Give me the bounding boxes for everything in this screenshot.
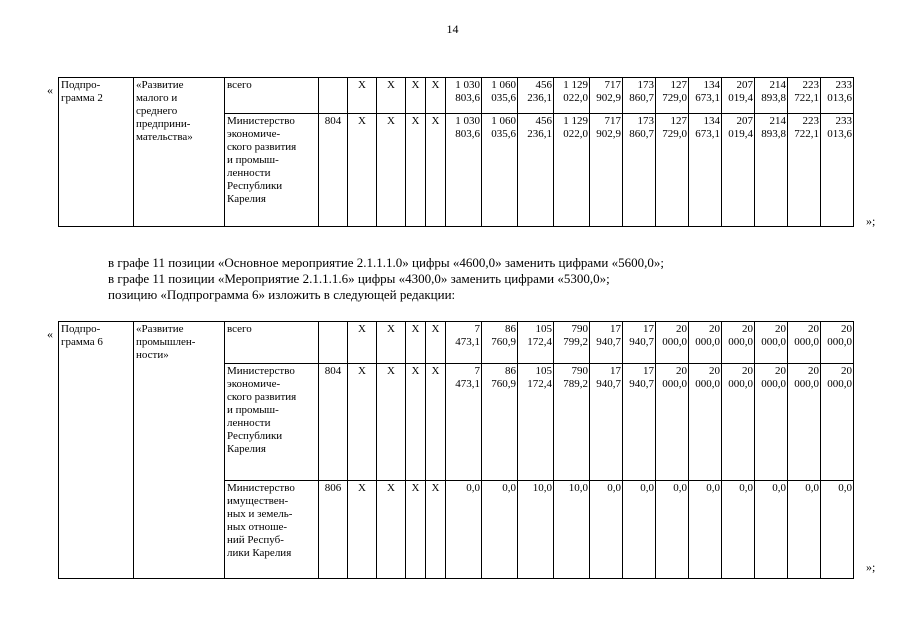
value-cell: 20 000,0 (821, 322, 854, 364)
value-cell: 20 000,0 (656, 364, 689, 481)
x-cell: Х (377, 322, 406, 364)
x-cell: Х (377, 114, 406, 227)
value-cell: 20 000,0 (788, 322, 821, 364)
value-cell: 134 673,1 (689, 114, 722, 227)
value-cell: 20 000,0 (755, 322, 788, 364)
value-cell: 17 940,7 (590, 364, 623, 481)
value-cell: 0,0 (788, 481, 821, 579)
value-cell: 20 000,0 (788, 364, 821, 481)
value-cell: 0,0 (755, 481, 788, 579)
value-cell: 7 473,1 (446, 322, 482, 364)
row-label-cell: Министерство экономиче- ского развития и промыш- ленности Республики Карелия (225, 114, 319, 227)
x-cell: Х (406, 322, 426, 364)
x-cell: Х (426, 322, 446, 364)
subprogram-title-cell: «Развитие малого и среднего предприни- мательства» (134, 78, 225, 227)
closing-quote: »; (866, 560, 876, 574)
value-cell: 207 019,4 (722, 78, 755, 114)
code-cell (319, 78, 348, 114)
paragraph: в графе 11 позиции «Основное мероприятие 2.1.1.1.0» цифры «4600,0» заменить цифрами «5600,0»; (108, 255, 664, 270)
x-cell: Х (377, 78, 406, 114)
value-cell: 20 000,0 (689, 364, 722, 481)
value-cell: 173 860,7 (623, 78, 656, 114)
value-cell: 0,0 (722, 481, 755, 579)
page-number: 14 (446, 22, 459, 36)
x-cell: Х (406, 364, 426, 481)
x-cell: Х (348, 114, 377, 227)
x-cell: Х (426, 78, 446, 114)
value-cell: 17 940,7 (623, 364, 656, 481)
value-cell: 0,0 (623, 481, 656, 579)
value-cell: 1 030 803,6 (446, 114, 482, 227)
value-cell: 1 129 022,0 (554, 78, 590, 114)
value-cell: 790 789,2 (554, 364, 590, 481)
value-cell: 105 172,4 (518, 322, 554, 364)
x-cell: Х (377, 364, 406, 481)
value-cell: 10,0 (518, 481, 554, 579)
code-cell: 806 (319, 481, 348, 579)
value-cell: 20 000,0 (755, 364, 788, 481)
value-cell: 0,0 (821, 481, 854, 579)
subprogram-name-cell: Подпро- грамма 6 (59, 322, 134, 579)
x-cell: Х (406, 114, 426, 227)
x-cell: Х (426, 481, 446, 579)
value-cell: 0,0 (482, 481, 518, 579)
value-cell: 20 000,0 (689, 322, 722, 364)
code-cell: 804 (319, 364, 348, 481)
opening-quote: « (47, 327, 53, 341)
value-cell: 127 729,0 (656, 78, 689, 114)
value-cell: 456 236,1 (518, 114, 554, 227)
value-cell: 214 893,8 (755, 78, 788, 114)
value-cell: 1 030 803,6 (446, 78, 482, 114)
table-row (59, 78, 854, 114)
value-cell: 214 893,8 (755, 114, 788, 227)
x-cell: Х (348, 78, 377, 114)
subprogram-title-cell: «Развитие промышлен- ности» (134, 322, 225, 579)
value-cell: 0,0 (446, 481, 482, 579)
value-cell: 10,0 (554, 481, 590, 579)
value-cell: 233 013,6 (821, 114, 854, 227)
value-cell: 20 000,0 (821, 364, 854, 481)
code-cell: 804 (319, 114, 348, 227)
paragraph: позицию «Подпрограмма 6» изложить в следующей редакции: (108, 287, 456, 302)
value-cell: 105 172,4 (518, 364, 554, 481)
value-cell: 127 729,0 (656, 114, 689, 227)
value-cell: 20 000,0 (722, 364, 755, 481)
value-cell: 17 940,7 (590, 322, 623, 364)
row-label-cell: Министерство экономиче- ского развития и промыш- ленности Республики Карелия (225, 364, 319, 481)
value-cell: 0,0 (656, 481, 689, 579)
value-cell: 86 760,9 (482, 364, 518, 481)
code-cell (319, 322, 348, 364)
x-cell: Х (377, 481, 406, 579)
x-cell: Х (406, 481, 426, 579)
value-cell: 173 860,7 (623, 114, 656, 227)
value-cell: 790 799,2 (554, 322, 590, 364)
x-cell: Х (426, 114, 446, 227)
value-cell: 86 760,9 (482, 322, 518, 364)
table-row (59, 322, 854, 364)
value-cell: 7 473,1 (446, 364, 482, 481)
value-cell: 717 902,9 (590, 78, 623, 114)
value-cell: 1 129 022,0 (554, 114, 590, 227)
subprogram-6-table (58, 321, 854, 579)
value-cell: 233 013,6 (821, 78, 854, 114)
x-cell: Х (426, 364, 446, 481)
x-cell: Х (348, 322, 377, 364)
value-cell: 20 000,0 (722, 322, 755, 364)
row-label-cell: Министерство имуществен- ных и земель- ных отноше- ний Респуб- лики Карелия (225, 481, 319, 579)
x-cell: Х (348, 364, 377, 481)
closing-quote: »; (866, 214, 876, 228)
value-cell: 20 000,0 (656, 322, 689, 364)
value-cell: 207 019,4 (722, 114, 755, 227)
value-cell: 717 902,9 (590, 114, 623, 227)
value-cell: 17 940,7 (623, 322, 656, 364)
subprogram-name-cell: Подпро- грамма 2 (59, 78, 134, 227)
value-cell: 223 722,1 (788, 78, 821, 114)
value-cell: 0,0 (689, 481, 722, 579)
value-cell: 1 060 035,6 (482, 114, 518, 227)
value-cell: 1 060 035,6 (482, 78, 518, 114)
subprogram-2-table (58, 77, 854, 227)
row-label-cell: всего (225, 78, 319, 114)
value-cell: 223 722,1 (788, 114, 821, 227)
value-cell: 456 236,1 (518, 78, 554, 114)
paragraph: в графе 11 позиции «Мероприятие 2.1.1.1.6» цифры «4300,0» заменить цифрами «5300,0»; (108, 271, 610, 286)
opening-quote: « (47, 83, 53, 97)
x-cell: Х (348, 481, 377, 579)
value-cell: 134 673,1 (689, 78, 722, 114)
row-label-cell: всего (225, 322, 319, 364)
value-cell: 0,0 (590, 481, 623, 579)
x-cell: Х (406, 78, 426, 114)
